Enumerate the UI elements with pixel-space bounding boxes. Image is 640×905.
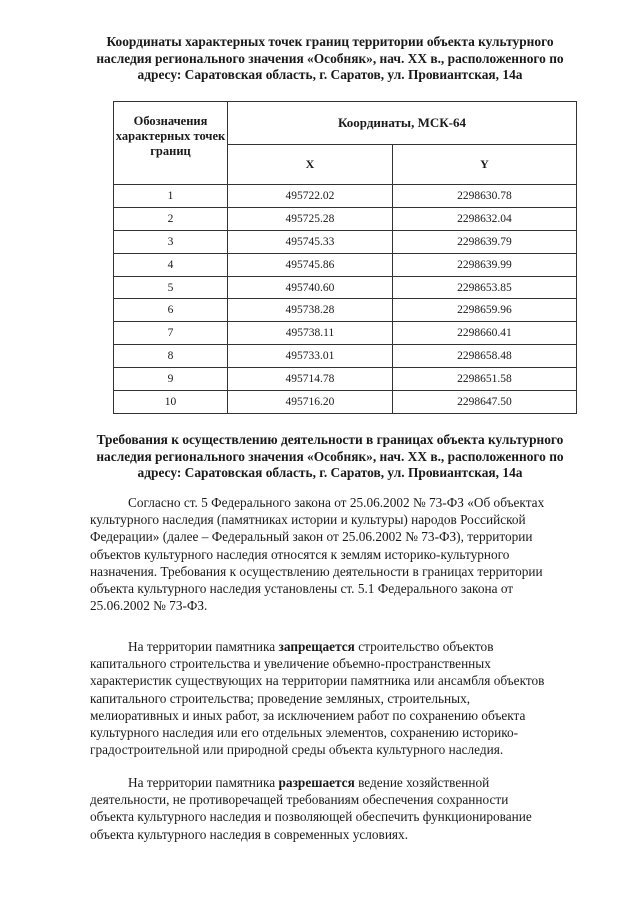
paragraph-line: градостроительной или природной среды объекта культурного наследия.	[90, 742, 504, 758]
table-row	[114, 299, 577, 322]
paragraph-line: культурного наследия или его отдельных элементов, сохранению историко-	[90, 725, 519, 741]
paragraph-line: объектов культурного наследия относятся к землям историко-культурного	[90, 546, 510, 562]
point-number-cell: 4	[114, 253, 228, 276]
point-number-cell: 3	[114, 230, 228, 253]
y-coordinate-cell: 2298630.78	[392, 185, 576, 208]
point-number-cell: 5	[114, 276, 228, 299]
y-coordinate-cell: 2298651.58	[392, 368, 576, 391]
allowed-keyword: разрешается	[278, 775, 355, 790]
point-number-cell: 1	[114, 185, 228, 208]
point-number-cell: 10	[114, 391, 228, 414]
paragraph-line: капитального строительства; проведение земляных, строительных,	[90, 690, 471, 706]
coordinates-table	[113, 101, 577, 414]
table-row	[114, 230, 577, 253]
heading-line: Координаты характерных точек границ территории объекта культурного	[106, 34, 554, 49]
x-coordinate-cell: 495740.60	[228, 276, 393, 299]
paragraph-line: капитального строительства и увеличение объемно-пространственных	[90, 656, 491, 672]
coordinates-heading	[60, 34, 600, 84]
paragraph-line: Федерации» (далее – Федеральный закон от 25.06.2002 № 73-ФЗ), территории	[90, 529, 533, 545]
points-column-header: Обозначения характерных точек границ	[114, 102, 228, 185]
heading-line: адресу: Саратовская область, г. Саратов, ул. Провиантская, 14а	[137, 67, 523, 82]
x-column-header: X	[228, 145, 393, 185]
table-row	[114, 253, 577, 276]
table-row	[114, 185, 577, 208]
y-coordinate-cell: 2298647.50	[392, 391, 576, 414]
point-number-cell: 6	[114, 299, 228, 322]
paragraph-line: 25.06.2002 № 73-ФЗ.	[90, 598, 208, 614]
paragraph-line: объекта культурного наследия установлены ст. 5.1 Федерального закона от	[90, 581, 514, 597]
requirements-heading	[60, 432, 600, 482]
paragraph-allowed	[90, 774, 600, 843]
point-number-cell: 7	[114, 322, 228, 345]
paragraph-line: объекта культурного наследия и позволяющей обеспечить функционирование	[90, 809, 532, 825]
y-column-header: Y	[392, 145, 576, 185]
paragraph-line: характеристик существующих на территории памятника или ансамбля объектов	[90, 673, 545, 689]
y-coordinate-cell: 2298632.04	[392, 207, 576, 230]
x-coordinate-cell: 495738.11	[228, 322, 393, 345]
paragraph-line: назначения. Требования к осуществлению деятельности в границах территории	[90, 563, 543, 579]
table-row	[114, 368, 577, 391]
x-coordinate-cell: 495745.86	[228, 253, 393, 276]
x-coordinate-cell: 495714.78	[228, 368, 393, 391]
y-coordinate-cell: 2298639.99	[392, 253, 576, 276]
y-coordinate-cell: 2298658.48	[392, 345, 576, 368]
table-row	[114, 322, 577, 345]
x-coordinate-cell: 495716.20	[228, 391, 393, 414]
y-coordinate-cell: 2298659.96	[392, 299, 576, 322]
table-row	[114, 276, 577, 299]
paragraph-line: На территории памятника разрешается ведение хозяйственной	[128, 775, 490, 790]
coordinates-column-header: Координаты, МСК-64	[228, 102, 577, 145]
point-number-cell: 2	[114, 207, 228, 230]
paragraph-legal-basis	[90, 494, 600, 614]
point-number-cell: 9	[114, 368, 228, 391]
heading-line: наследия регионального значения «Особняк», нач. XX в., расположенного по	[96, 50, 564, 66]
y-coordinate-cell: 2298660.41	[392, 322, 576, 345]
heading-line: адресу: Саратовская область, г. Саратов, ул. Провиантская, 14а	[137, 465, 523, 480]
paragraph-prohibited	[90, 638, 600, 758]
x-coordinate-cell: 495745.33	[228, 230, 393, 253]
paragraph-line: культурного наследия (памятниках истории и культуры) народов Российской	[90, 512, 526, 528]
x-coordinate-cell: 495722.02	[228, 185, 393, 208]
paragraph-line: Согласно ст. 5 Федерального закона от 25.06.2002 № 73-ФЗ «Об объектах	[128, 495, 545, 510]
table-row	[114, 207, 577, 230]
table-row	[114, 391, 577, 414]
x-coordinate-cell: 495733.01	[228, 345, 393, 368]
heading-line: наследия регионального значения «Особняк», нач. XX в., расположенного по	[96, 448, 564, 464]
prohibited-keyword: запрещается	[278, 639, 355, 654]
paragraph-line: объекта культурного наследия в современных условиях.	[90, 826, 409, 842]
x-coordinate-cell: 495725.28	[228, 207, 393, 230]
paragraph-line: На территории памятника запрещается строительство объектов	[128, 639, 494, 654]
x-coordinate-cell: 495738.28	[228, 299, 393, 322]
paragraph-line: деятельности, не противоречащей требованиям обеспечения сохранности	[90, 792, 509, 808]
table-row	[114, 345, 577, 368]
coordinates-table-body	[114, 185, 577, 414]
y-coordinate-cell: 2298639.79	[392, 230, 576, 253]
paragraph-line: мелиоративных и иных работ, за исключением работ по сохранению объекта	[90, 707, 526, 723]
point-number-cell: 8	[114, 345, 228, 368]
y-coordinate-cell: 2298653.85	[392, 276, 576, 299]
heading-line: Требования к осуществлению деятельности в границах объекта культурного	[96, 432, 564, 447]
